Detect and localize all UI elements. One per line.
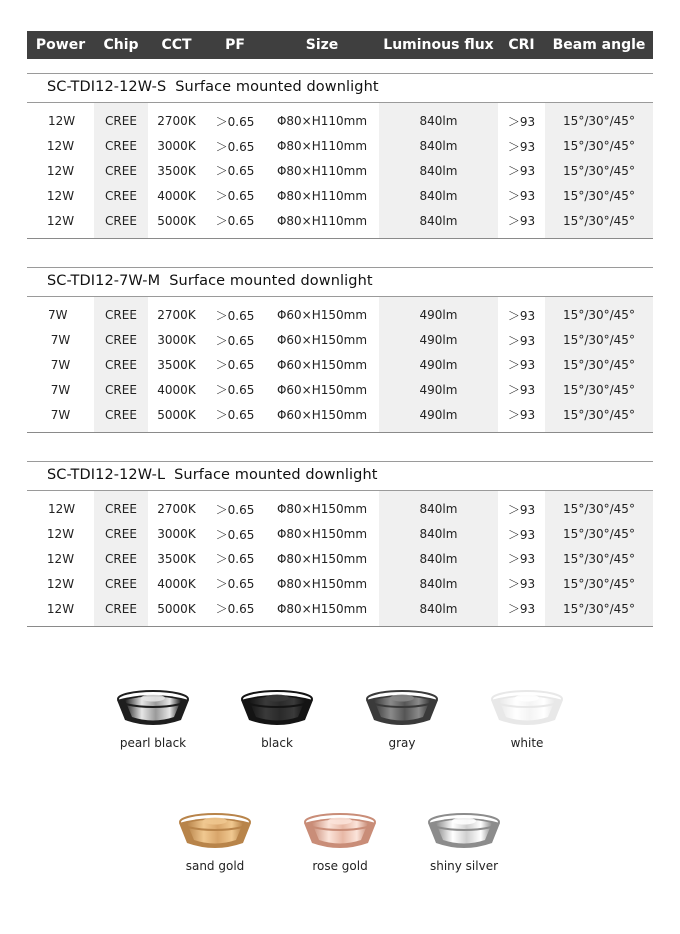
cell-power: 12W — [48, 502, 76, 517]
cell-size: Φ60×H150mm — [276, 382, 368, 397]
cell-power: 12W — [46, 601, 75, 616]
cell-luminous-flux: 840lm — [419, 527, 458, 542]
downlight-sand-gold-image — [175, 809, 255, 853]
finish-label: pearl black — [119, 736, 187, 750]
downlight-lens — [203, 818, 227, 825]
cell-power: 7W — [50, 333, 71, 348]
cell-luminous-flux: 490lm — [419, 333, 458, 348]
finish-label: black — [261, 736, 293, 750]
cell-cri: ＞93 — [507, 308, 536, 323]
section-title-band — [27, 73, 653, 103]
cell-beam-angle: 15°/30°/45° — [563, 576, 635, 591]
cell-cct: 5000K — [157, 407, 196, 422]
cell-beam-angle: 15°/30°/45° — [563, 308, 635, 323]
model-number: SC-TDI12-7W-M — [47, 273, 161, 289]
cell-power: 12W — [46, 213, 75, 228]
finish-rose-gold — [285, 809, 395, 873]
cell-luminous-flux: 840lm — [419, 114, 458, 129]
cell-pf: ＞0.65 — [215, 358, 255, 373]
cell-cct: 3500K — [157, 163, 196, 178]
finish-shiny-silver — [409, 809, 519, 873]
cell-chip: CREE — [105, 163, 137, 178]
section-title-band — [27, 267, 653, 297]
cell-pf: ＞0.65 — [215, 214, 255, 229]
cell-beam-angle: 15°/30°/45° — [563, 188, 635, 203]
cell-cct: 3000K — [157, 333, 196, 348]
cell-beam-angle: 15°/30°/45° — [563, 139, 635, 154]
finish-gray — [347, 686, 457, 750]
cell-luminous-flux: 490lm — [419, 357, 458, 372]
cell-cct: 5000K — [157, 601, 196, 616]
cell-chip: CREE — [105, 502, 137, 517]
cell-cri: ＞93 — [507, 577, 536, 592]
cell-size: Φ80×H110mm — [276, 163, 368, 178]
cell-pf: ＞0.65 — [215, 139, 255, 154]
header-chip: Chip — [103, 37, 139, 53]
cell-luminous-flux: 840lm — [419, 139, 458, 154]
cell-power: 12W — [46, 576, 75, 591]
cell-luminous-flux: 840lm — [419, 213, 458, 228]
cell-luminous-flux: 490lm — [419, 308, 458, 323]
cell-beam-angle: 15°/30°/45° — [563, 213, 635, 228]
cell-luminous-flux: 840lm — [419, 551, 458, 566]
downlight-black-image — [237, 686, 317, 730]
header-size: Size — [305, 37, 339, 53]
cell-luminous-flux: 840lm — [419, 163, 458, 178]
cell-chip: CREE — [105, 213, 137, 228]
cell-beam-angle: 15°/30°/45° — [563, 601, 635, 616]
section-title — [47, 79, 379, 95]
cell-size: Φ60×H150mm — [276, 333, 368, 348]
header-power: Power — [35, 37, 86, 53]
cell-size: Φ80×H150mm — [276, 502, 368, 517]
cell-size: Φ60×H150mm — [276, 308, 368, 323]
header-pf: PF — [225, 37, 245, 53]
cell-beam-angle: 15°/30°/45° — [563, 333, 635, 348]
cell-cct: 2700K — [157, 308, 196, 323]
cell-size: Φ80×H110mm — [276, 139, 368, 154]
cell-power: 7W — [50, 407, 71, 422]
cell-power: 12W — [48, 114, 76, 129]
finish-label: sand gold — [185, 859, 245, 873]
cell-cct: 2700K — [157, 502, 196, 517]
downlight-gray-image — [362, 686, 442, 730]
downlight-lens — [515, 695, 539, 702]
cell-chip: CREE — [105, 333, 137, 348]
section-12w-s — [27, 73, 653, 239]
downlight-shiny-silver-image — [424, 809, 504, 853]
cell-chip: CREE — [105, 527, 137, 542]
cell-cct: 4000K — [157, 188, 196, 203]
cell-cct: 4000K — [157, 382, 196, 397]
cell-pf: ＞0.65 — [215, 602, 255, 617]
cell-cct: 4000K — [157, 576, 196, 591]
cell-pf: ＞0.65 — [215, 552, 255, 567]
cell-chip: CREE — [105, 188, 137, 203]
cell-cri: ＞93 — [507, 527, 536, 542]
cell-cri: ＞93 — [507, 164, 536, 179]
downlight-rose-gold-image — [300, 809, 380, 853]
section-12w-l — [27, 461, 653, 627]
cell-luminous-flux: 840lm — [419, 576, 458, 591]
cell-power: 12W — [46, 188, 75, 203]
spec-table-header — [27, 31, 653, 59]
header-cri: CRI — [508, 37, 535, 53]
finish-label: white — [510, 736, 544, 750]
cell-chip: CREE — [105, 601, 137, 616]
finish-white — [472, 686, 582, 750]
cell-beam-angle: 15°/30°/45° — [563, 407, 635, 422]
cell-power: 12W — [46, 527, 75, 542]
finish-label: rose gold — [312, 859, 368, 873]
cell-pf: ＞0.65 — [215, 164, 255, 179]
cell-chip: CREE — [105, 551, 137, 566]
cell-luminous-flux: 490lm — [419, 407, 458, 422]
cell-beam-angle: 15°/30°/45° — [563, 527, 635, 542]
cell-cri: ＞93 — [507, 502, 536, 517]
cell-beam-angle: 15°/30°/45° — [563, 114, 635, 129]
spec-rows — [27, 103, 653, 239]
cell-size: Φ80×H150mm — [276, 527, 368, 542]
downlight-lens — [328, 818, 352, 825]
cell-cct: 3000K — [157, 527, 196, 542]
cell-cct: 3500K — [157, 551, 196, 566]
finish-label: shiny silver — [429, 859, 499, 873]
cell-beam-angle: 15°/30°/45° — [563, 382, 635, 397]
cell-chip: CREE — [105, 407, 137, 422]
cell-power: 12W — [46, 551, 75, 566]
cell-pf: ＞0.65 — [215, 577, 255, 592]
header-luminous-flux: Luminous flux — [383, 37, 494, 53]
finish-pearl-black — [98, 686, 208, 750]
cell-pf: ＞0.65 — [215, 114, 255, 129]
cell-luminous-flux: 840lm — [419, 601, 458, 616]
section-title — [47, 273, 373, 289]
cell-chip: CREE — [105, 139, 137, 154]
cell-cri: ＞93 — [507, 358, 536, 373]
cell-size: Φ80×H110mm — [276, 188, 368, 203]
cell-size: Φ80×H150mm — [276, 551, 368, 566]
cell-cct: 3500K — [157, 357, 196, 372]
spec-rows — [27, 297, 653, 433]
cell-luminous-flux: 840lm — [419, 188, 458, 203]
model-description: Surface mounted downlight — [174, 467, 378, 483]
cell-size: Φ60×H150mm — [276, 357, 368, 372]
cell-cct: 5000K — [157, 213, 196, 228]
cell-cct: 3000K — [157, 139, 196, 154]
cell-cri: ＞93 — [507, 383, 536, 398]
cell-pf: ＞0.65 — [215, 527, 255, 542]
downlight-lens — [452, 818, 476, 825]
downlight-pearl-black-image — [113, 686, 193, 730]
cell-power: 12W — [46, 163, 75, 178]
cell-size: Φ80×H110mm — [276, 114, 368, 129]
section-title — [47, 467, 378, 483]
cell-size: Φ80×H110mm — [276, 213, 368, 228]
cell-beam-angle: 15°/30°/45° — [563, 551, 635, 566]
cell-cct: 2700K — [157, 114, 196, 129]
cell-luminous-flux: 840lm — [419, 502, 458, 517]
header-cct: CCT — [161, 37, 192, 53]
header-beam-angle: Beam angle — [552, 37, 646, 53]
cell-power: 7W — [50, 357, 71, 372]
finish-label: gray — [388, 736, 416, 750]
cell-beam-angle: 15°/30°/45° — [563, 502, 635, 517]
cell-pf: ＞0.65 — [215, 383, 255, 398]
cell-cri: ＞93 — [507, 552, 536, 567]
cell-cri: ＞93 — [507, 408, 536, 423]
cell-chip: CREE — [105, 357, 137, 372]
downlight-lens — [265, 695, 289, 702]
cell-beam-angle: 15°/30°/45° — [563, 163, 635, 178]
cell-cri: ＞93 — [507, 114, 536, 129]
downlight-lens — [141, 695, 165, 702]
downlight-lens — [390, 695, 414, 702]
spec-rows — [27, 491, 653, 627]
downlight-white-image — [487, 686, 567, 730]
cell-pf: ＞0.65 — [215, 333, 255, 348]
cell-cri: ＞93 — [507, 333, 536, 348]
cell-pf: ＞0.65 — [215, 189, 255, 204]
section-title-band — [27, 461, 653, 491]
model-number: SC-TDI12-12W-S — [47, 79, 167, 95]
cell-cri: ＞93 — [507, 139, 536, 154]
cell-size: Φ80×H150mm — [276, 576, 368, 591]
model-description: Surface mounted downlight — [169, 273, 373, 289]
model-description: Surface mounted downlight — [175, 79, 379, 95]
finish-black — [222, 686, 332, 750]
cell-power: 7W — [50, 382, 71, 397]
cell-size: Φ80×H150mm — [276, 601, 368, 616]
finish-sand-gold — [160, 809, 270, 873]
cell-pf: ＞0.65 — [215, 308, 255, 323]
cell-chip: CREE — [105, 576, 137, 591]
cell-cri: ＞93 — [507, 602, 536, 617]
cell-chip: CREE — [105, 382, 137, 397]
cell-luminous-flux: 490lm — [419, 382, 458, 397]
cell-chip: CREE — [105, 114, 137, 129]
cell-cri: ＞93 — [507, 214, 536, 229]
model-number: SC-TDI12-12W-L — [47, 467, 166, 483]
cell-size: Φ60×H150mm — [276, 407, 368, 422]
cell-power: 7W — [48, 308, 68, 323]
cell-chip: CREE — [105, 308, 137, 323]
cell-pf: ＞0.65 — [215, 408, 255, 423]
cell-pf: ＞0.65 — [215, 502, 255, 517]
cell-beam-angle: 15°/30°/45° — [563, 357, 635, 372]
cell-cri: ＞93 — [507, 189, 536, 204]
section-7w-m — [27, 267, 653, 433]
cell-power: 12W — [46, 139, 75, 154]
